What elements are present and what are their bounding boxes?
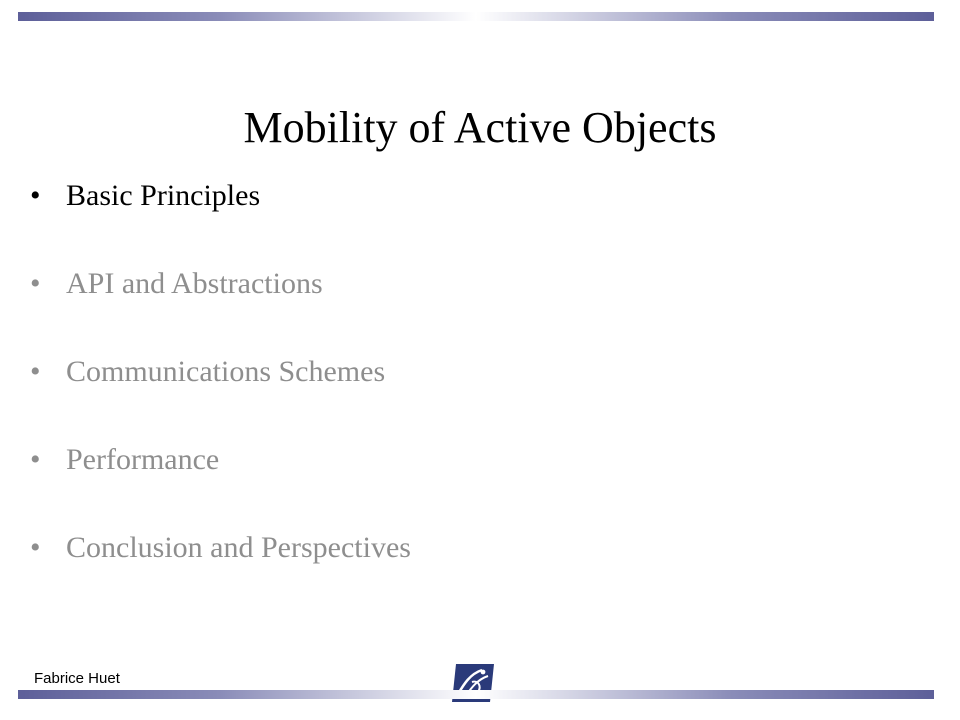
agenda-item-label: Performance — [66, 443, 220, 476]
agenda-item — [30, 348, 411, 436]
agenda-item — [30, 172, 411, 260]
bottom-decorative-bar — [18, 690, 934, 699]
bullet-icon: • — [30, 443, 41, 476]
slide-title: Mobility of Active Objects — [243, 103, 717, 152]
bullet-icon: • — [30, 267, 41, 300]
agenda-item-label: Conclusion and Perspectives — [66, 531, 411, 564]
institution-logo-icon — [448, 660, 498, 706]
bullet-icon: • — [30, 179, 41, 212]
top-decorative-bar — [18, 12, 934, 21]
bullet-icon: • — [30, 355, 41, 388]
footer-author: Fabrice Huet — [34, 670, 120, 687]
agenda-item — [30, 260, 411, 348]
agenda-item-label: Basic Principles — [66, 179, 261, 212]
agenda-item-label: Communications Schemes — [66, 355, 386, 388]
agenda-list — [30, 172, 411, 612]
bullet-icon: • — [30, 531, 41, 564]
agenda-item — [30, 524, 411, 612]
agenda-item-label: API and Abstractions — [66, 267, 323, 300]
agenda-item — [30, 436, 411, 524]
